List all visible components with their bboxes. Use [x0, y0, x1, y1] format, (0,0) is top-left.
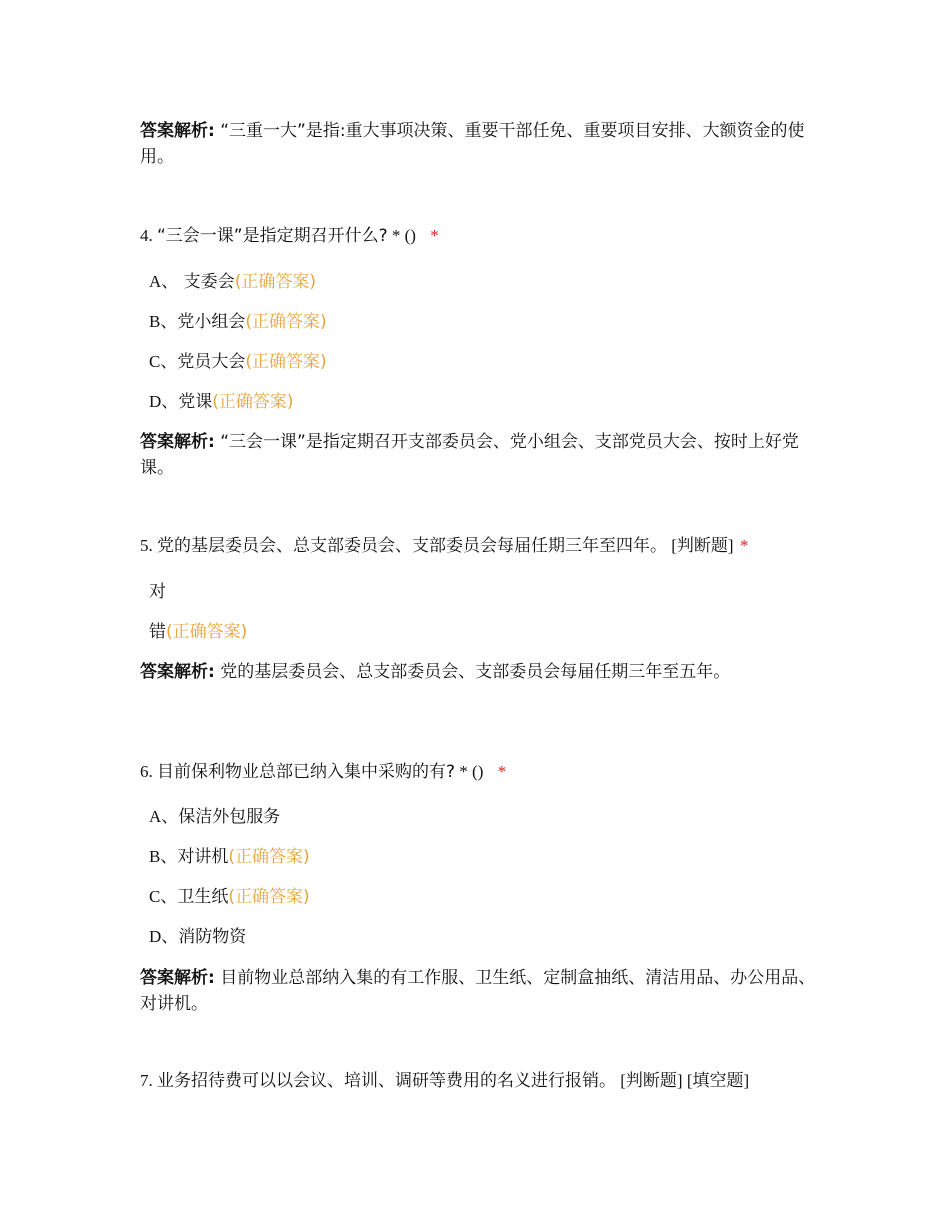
q4-option-a-text: 支委会 — [178, 272, 235, 292]
q6-option-c — [149, 885, 310, 909]
q4-option-b — [149, 310, 327, 334]
q7-number: 7. — [140, 1071, 153, 1090]
q6-option-c-correct-tag: (正确答案) — [228, 887, 310, 907]
q4-suffix: * () — [391, 226, 416, 245]
q4-option-d-key: D、 — [149, 392, 179, 411]
q5-required-mark: * — [739, 536, 749, 555]
q3-analysis-text: “三重一大”是指:重大事项决策、重要干部任免、重要项目安排、大额资金的使用。 — [140, 121, 805, 167]
q4-analysis-text: “三会一课”是指定期召开支部委员会、党小组会、支部党员大会、按时上好党课。 — [140, 432, 799, 478]
q4-option-a-key: A、 — [149, 272, 179, 291]
q6-option-c-key: C、 — [149, 887, 178, 906]
q4-option-d-text: 党课 — [178, 392, 213, 412]
q4-option-a-correct-tag: (正确答案) — [234, 272, 316, 292]
q5-option-false-correct-tag: (正确答案) — [166, 622, 248, 642]
analysis-label: 答案解析: — [140, 432, 215, 452]
q5-number: 5. — [140, 536, 153, 555]
analysis-label: 答案解析: — [140, 968, 215, 988]
q5-analysis-text: 党的基层委员会、总支部委员会、支部委员会每届任期三年至五年。 — [220, 662, 731, 682]
q6-option-a — [149, 805, 280, 829]
q4-number: 4. — [140, 226, 153, 245]
q4-option-c-text: 党员大会 — [177, 352, 246, 372]
q4-option-d — [149, 390, 294, 414]
q6-number: 6. — [140, 762, 153, 781]
q7-text: 业务招待费可以以会议、培训、调研等费用的名义进行报销。 — [157, 1071, 616, 1091]
q6-suffix: * () — [459, 762, 484, 781]
q7-title — [140, 1069, 820, 1093]
q5-option-true-text: 对 — [149, 582, 166, 602]
q6-option-b-correct-tag: (正确答案) — [228, 847, 310, 867]
q4-option-b-text: 党小组会 — [177, 312, 246, 332]
q4-option-c — [149, 350, 327, 374]
q6-text: 目前保利物业总部已纳入集中采购的有? — [157, 762, 456, 782]
q4-option-b-key: B、 — [149, 312, 178, 331]
q5-option-false-text: 错 — [149, 622, 166, 642]
q6-option-a-key: A、 — [149, 807, 179, 826]
q6-option-b-key: B、 — [149, 847, 178, 866]
q6-option-a-text: 保洁外包服务 — [178, 807, 281, 827]
q6-option-b-text: 对讲机 — [177, 847, 229, 867]
q3-analysis — [140, 118, 820, 170]
q6-analysis — [140, 965, 820, 1017]
q6-title — [140, 760, 820, 784]
q4-option-c-key: C、 — [149, 352, 178, 371]
q5-analysis — [140, 659, 820, 685]
q4-option-a — [149, 270, 316, 294]
q5-suffix: [判断题] — [671, 536, 734, 555]
analysis-label: 答案解析: — [140, 662, 215, 682]
q6-option-d — [149, 925, 246, 949]
q5-option-false — [149, 620, 247, 644]
q4-option-b-correct-tag: (正确答案) — [245, 312, 327, 332]
q4-required-mark: * — [430, 226, 439, 245]
q4-analysis — [140, 429, 820, 481]
q6-option-b — [149, 845, 310, 869]
q5-option-true — [149, 580, 166, 604]
q6-option-d-text: 消防物资 — [178, 927, 247, 947]
q4-option-d-correct-tag: (正确答案) — [212, 392, 294, 412]
q6-option-c-text: 卫生纸 — [177, 887, 229, 907]
q6-required-mark: * — [497, 762, 507, 781]
q7-suffix: [判断题] [填空题] — [620, 1071, 750, 1090]
analysis-label: 答案解析: — [140, 121, 215, 141]
q6-option-d-key: D、 — [149, 927, 179, 946]
q4-text: “三会一课”是指定期召开什么? — [157, 226, 388, 246]
q4-title — [140, 224, 820, 248]
q5-title — [140, 534, 820, 558]
q4-option-c-correct-tag: (正确答案) — [245, 352, 327, 372]
q5-text: 党的基层委员会、总支部委员会、支部委员会每届任期三年至四年。 — [157, 536, 667, 556]
q6-analysis-text: 目前物业总部纳入集的有工作服、卫生纸、定制盒抽纸、清洁用品、办公用品、对讲机。 — [140, 968, 816, 1014]
